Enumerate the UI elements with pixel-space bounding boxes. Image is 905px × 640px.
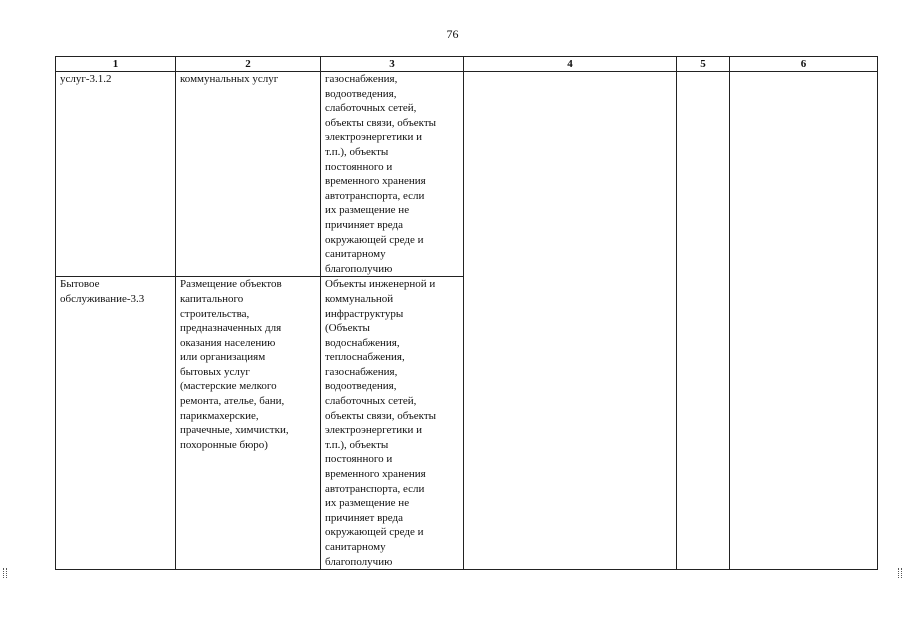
cell-line: санитарному	[325, 248, 386, 261]
cell-line: т.п.), объекты	[325, 145, 389, 158]
cell-line: их размещение не	[325, 497, 410, 510]
page-number: 76	[446, 27, 459, 41]
cell-line: объекты связи, объекты	[325, 409, 437, 422]
cell-line: благополучию	[325, 262, 393, 275]
cell-line: постоянного и	[325, 160, 393, 173]
scan-edge-mark-right	[898, 568, 902, 578]
scan-edge-mark-left	[3, 568, 7, 578]
cell-line: временного хранения	[325, 468, 426, 481]
row2-auxiliary-uses	[321, 277, 464, 570]
cell-line: благополучию	[325, 555, 393, 568]
cell-line: т.п.), объекты	[325, 438, 389, 451]
cell-line: слаботочных сетей,	[325, 395, 417, 408]
cell-line: временного хранения	[325, 175, 426, 188]
header-col-3: 3	[321, 57, 464, 72]
cell-line: газоснабжения,	[325, 73, 398, 85]
cell-line: обслуживание-3.3	[60, 292, 145, 305]
row2-use-type	[56, 277, 176, 570]
cell-line: Бытовое	[60, 278, 100, 291]
cell-line: оказания населению	[180, 336, 276, 349]
cell-line: санитарному	[325, 541, 386, 553]
cell-line: автотранспорта, если	[325, 189, 425, 202]
row1-use-type	[56, 72, 176, 277]
cell-line: или организациям	[180, 351, 266, 364]
cell-line: парикмахерские,	[180, 409, 259, 422]
cell-line: водоотведения,	[325, 380, 397, 393]
row1-description	[176, 72, 321, 277]
cell-line: коммунальных услуг	[180, 73, 279, 85]
col6-cell	[730, 72, 878, 570]
cell-line: (Объекты	[325, 322, 370, 335]
cell-line: их размещение не	[325, 204, 410, 217]
zoning-table	[55, 56, 878, 570]
cell-line: инфраструктуры	[325, 307, 404, 320]
header-col-2: 2	[176, 57, 321, 72]
cell-line: водоотведения,	[325, 87, 397, 100]
cell-line: постоянного и	[325, 453, 393, 466]
cell-line: окружающей среде и	[325, 233, 424, 246]
col5-cell	[677, 72, 730, 570]
cell-line: капитального	[180, 292, 244, 305]
row1-auxiliary-uses	[321, 72, 464, 277]
cell-line: похоронные бюро)	[180, 438, 268, 451]
cell-line: теплоснабжения,	[325, 351, 405, 364]
row2-description	[176, 277, 321, 570]
cell-line: Размещение объектов	[180, 278, 282, 291]
cell-line: причиняет вреда	[325, 511, 403, 524]
cell-line: предназначенных для	[180, 322, 282, 335]
cell-line: электроэнергетики и	[325, 131, 422, 144]
header-col-5: 5	[677, 57, 730, 72]
header-col-4: 4	[464, 57, 677, 72]
cell-line: автотранспорта, если	[325, 482, 425, 495]
cell-line: слаботочных сетей,	[325, 102, 417, 115]
cell-line: коммунальной	[325, 292, 394, 305]
table-row	[56, 72, 878, 277]
header-row	[56, 57, 878, 72]
header-col-1: 1	[56, 57, 176, 72]
cell-line: бытовых услуг	[180, 365, 250, 378]
cell-line: объекты связи, объекты	[325, 116, 437, 129]
cell-line: газоснабжения,	[325, 365, 398, 378]
cell-line: Объекты инженерной и	[325, 278, 436, 291]
cell-line: прачечные, химчистки,	[180, 424, 289, 437]
col4-cell	[464, 72, 677, 570]
cell-line: (мастерские мелкого	[180, 380, 277, 393]
cell-line: строительства,	[180, 307, 250, 320]
cell-line: электроэнергетики и	[325, 424, 422, 437]
cell-line: водоснабжения,	[325, 336, 400, 349]
cell-line: ремонта, ателье, бани,	[180, 395, 285, 408]
header-col-6: 6	[730, 57, 878, 72]
cell-line: причиняет вреда	[325, 218, 403, 231]
cell-line: окружающей среде и	[325, 526, 424, 539]
cell-line: услуг-3.1.2	[60, 73, 112, 85]
